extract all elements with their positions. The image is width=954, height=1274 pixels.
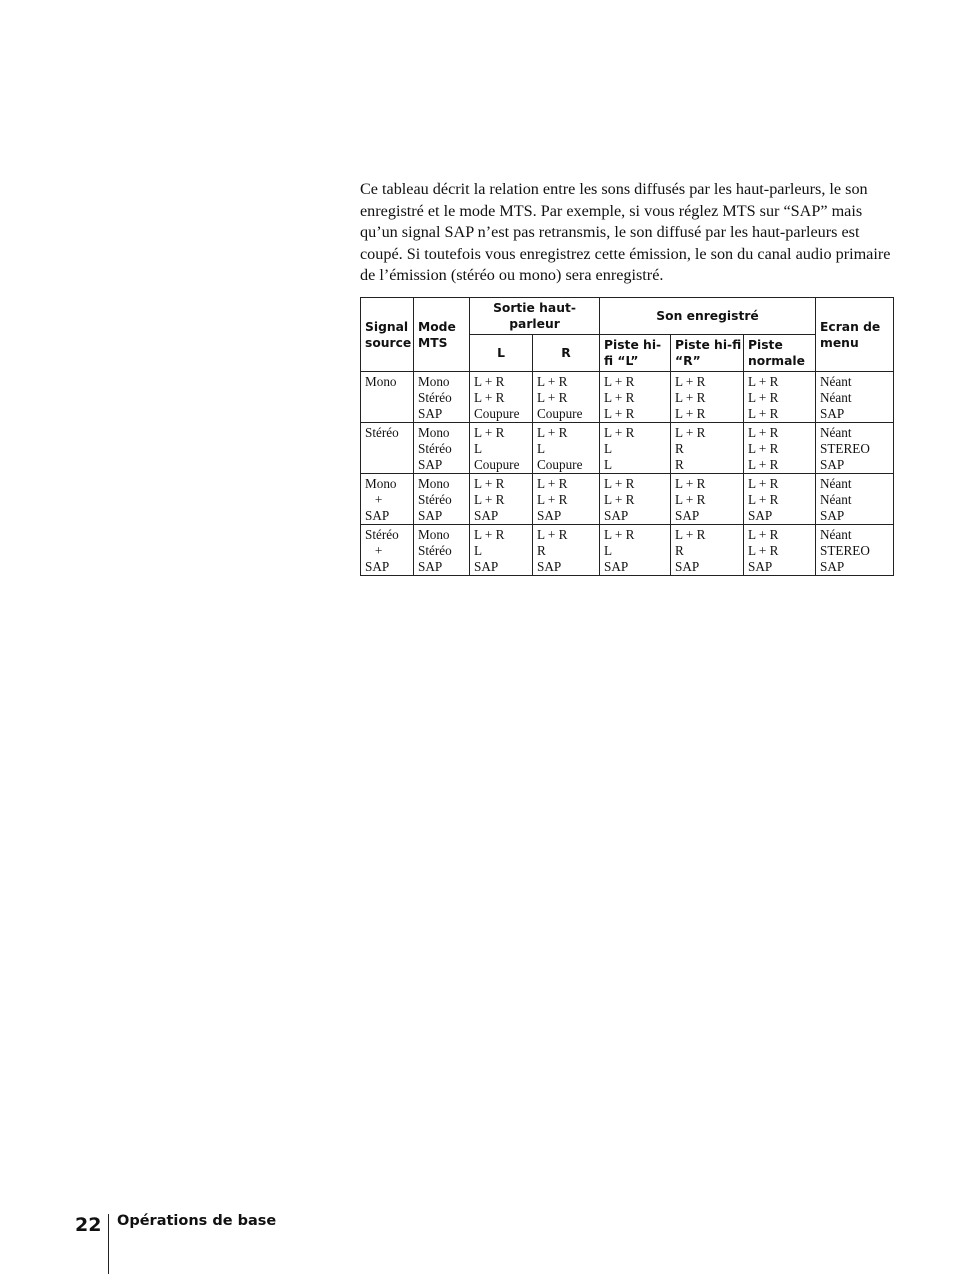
cell-hifi-l: L + R L SAP bbox=[600, 525, 671, 576]
cell-menu: Néant Néant SAP bbox=[816, 474, 894, 525]
cell-mode: Mono Stéréo SAP bbox=[414, 474, 470, 525]
cell-hifi-l: L + R L + R SAP bbox=[600, 474, 671, 525]
header-speaker-l: L bbox=[470, 335, 533, 372]
cell-source: Stéréo bbox=[361, 423, 414, 474]
cell-hifi-r: L + R L + R SAP bbox=[671, 474, 744, 525]
header-mode-mts: Mode MTS bbox=[414, 298, 470, 372]
cell-normal: L + R L + R SAP bbox=[744, 474, 816, 525]
cell-menu: Néant STEREO SAP bbox=[816, 423, 894, 474]
cell-source: Mono bbox=[361, 372, 414, 423]
cell-hifi-l: L + R L + R L + R bbox=[600, 372, 671, 423]
cell-mode: Mono Stéréo SAP bbox=[414, 372, 470, 423]
header-normal-track: Piste normale bbox=[744, 335, 816, 372]
cell-out-l: L + R L SAP bbox=[470, 525, 533, 576]
cell-mode: Mono Stéréo SAP bbox=[414, 423, 470, 474]
table-row bbox=[361, 474, 894, 525]
header-recorded-sound: Son enregistré bbox=[600, 298, 816, 335]
header-menu-screen: Ecran de menu bbox=[816, 298, 894, 372]
page-footer bbox=[0, 1200, 954, 1274]
table-row bbox=[361, 372, 894, 423]
cell-normal: L + R L + R L + R bbox=[744, 372, 816, 423]
cell-out-l: L + R L Coupure bbox=[470, 423, 533, 474]
header-hifi-l: Piste hi-fi “L” bbox=[600, 335, 671, 372]
cell-menu: Néant STEREO SAP bbox=[816, 525, 894, 576]
cell-hifi-l: L + R L L bbox=[600, 423, 671, 474]
cell-menu: Néant Néant SAP bbox=[816, 372, 894, 423]
mts-sound-table bbox=[360, 297, 894, 576]
header-hifi-r: Piste hi-fi “R” bbox=[671, 335, 744, 372]
cell-out-r: L + R L + R Coupure bbox=[533, 372, 600, 423]
page-number: 22 bbox=[75, 1214, 102, 1236]
table-row bbox=[361, 423, 894, 474]
header-speaker-output: Sortie haut-parleur bbox=[470, 298, 600, 335]
cell-out-r: L + R L + R SAP bbox=[533, 474, 600, 525]
cell-source: Mono + SAP bbox=[361, 474, 414, 525]
cell-normal: L + R L + R L + R bbox=[744, 423, 816, 474]
header-speaker-r: R bbox=[533, 335, 600, 372]
cell-hifi-r: L + R L + R L + R bbox=[671, 372, 744, 423]
cell-out-l: L + R L + R Coupure bbox=[470, 372, 533, 423]
cell-out-r: L + R L Coupure bbox=[533, 423, 600, 474]
header-signal-source: Signal source bbox=[361, 298, 414, 372]
table-row bbox=[361, 525, 894, 576]
cell-mode: Mono Stéréo SAP bbox=[414, 525, 470, 576]
cell-out-r: L + R R SAP bbox=[533, 525, 600, 576]
cell-hifi-r: L + R R R bbox=[671, 423, 744, 474]
cell-out-l: L + R L + R SAP bbox=[470, 474, 533, 525]
cell-normal: L + R L + R SAP bbox=[744, 525, 816, 576]
footer-divider bbox=[108, 1214, 109, 1274]
section-title: Opérations de base bbox=[117, 1213, 277, 1229]
intro-paragraph: Ce tableau décrit la relation entre les sons diffusés par les haut-parleurs, le son enregistré et le mode MTS. Par exemple, si vous réglez MTS sur “SAP” mais qu’un signal SAP n’est pas retransmis, le son diffusé par les haut-parleurs est coupé. Si toutefois vous enregistrez cette émission, le son du canal audio primaire de l’émission (stéréo ou mono) sera enregistré. bbox=[360, 180, 891, 284]
cell-source: Stéréo + SAP bbox=[361, 525, 414, 576]
cell-hifi-r: L + R R SAP bbox=[671, 525, 744, 576]
